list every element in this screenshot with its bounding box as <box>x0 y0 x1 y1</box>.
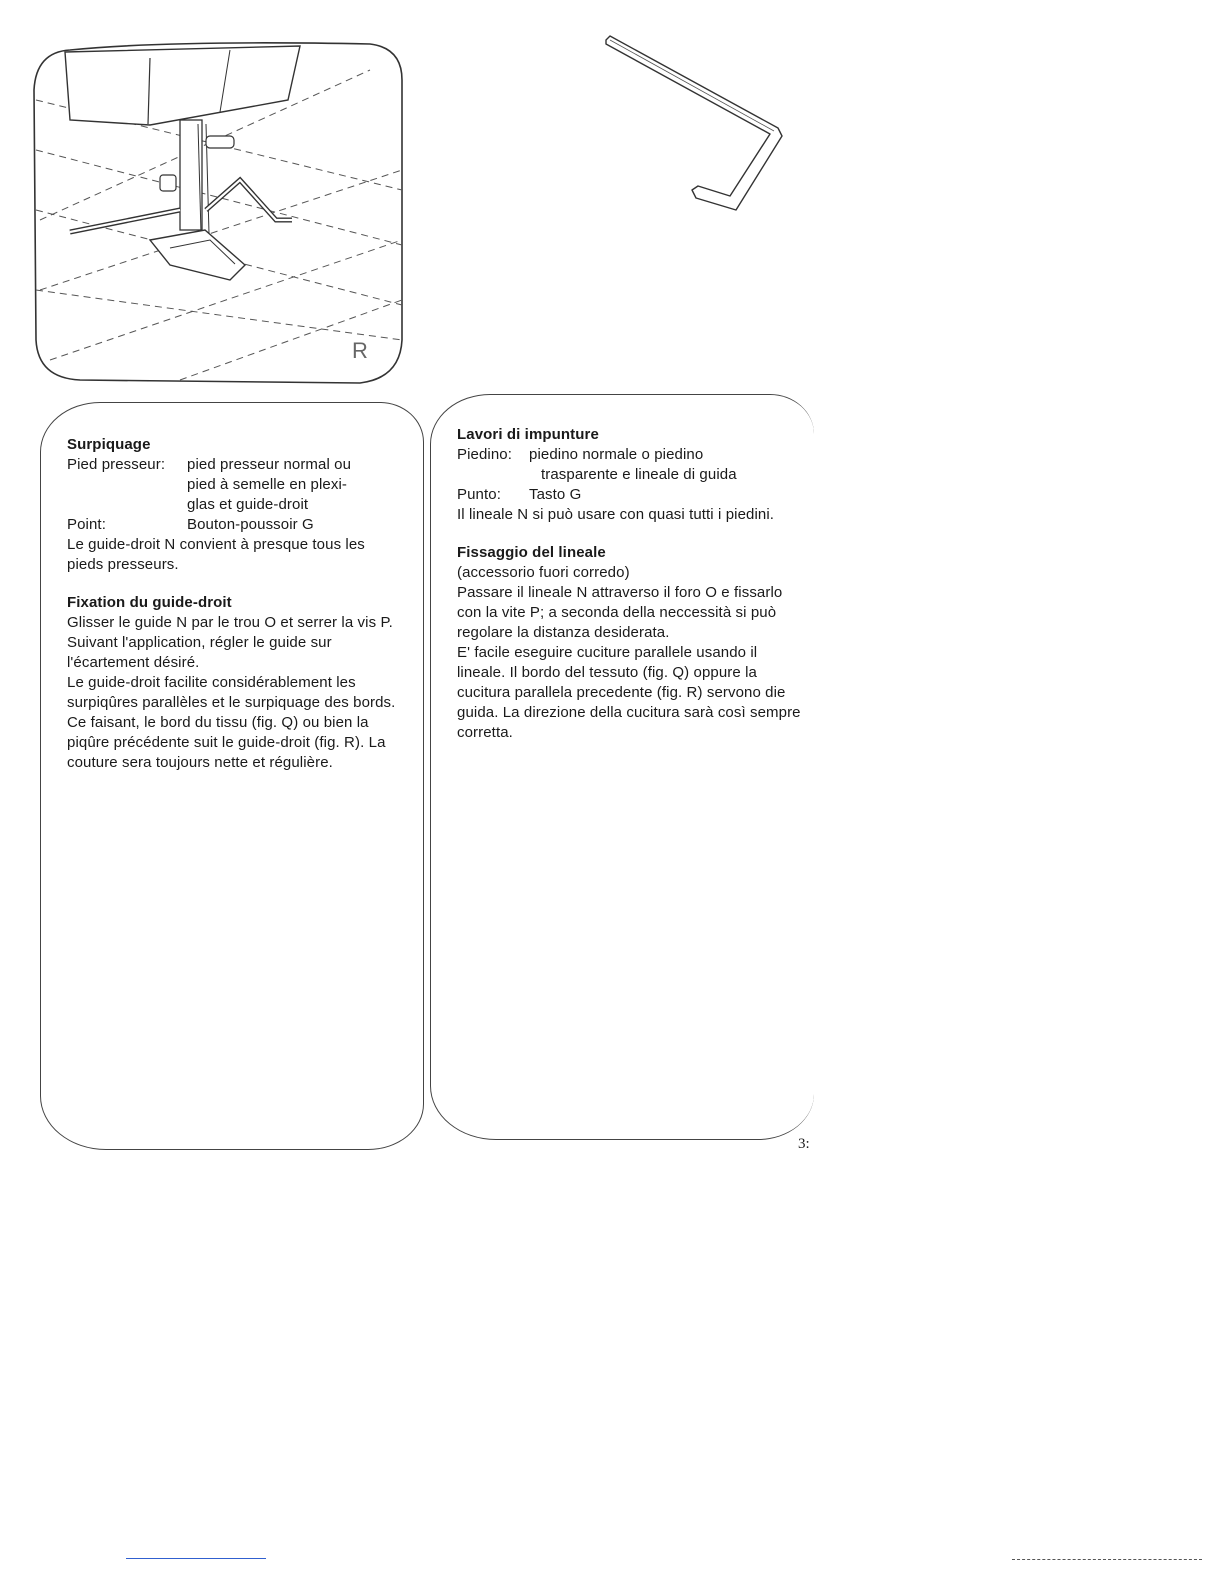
italian-title: Lavori di impunture <box>457 426 599 443</box>
french-presser-value <box>187 455 403 515</box>
italian-point-row <box>457 485 802 505</box>
bottom-rule-right <box>1012 1559 1202 1560</box>
presser-line: pied à semelle en plexi- <box>187 476 347 493</box>
french-title: Surpiquage <box>67 436 151 453</box>
italian-point-value: Tasto G <box>529 486 582 503</box>
italian-fix-text: Passare il lineale N attraverso il foro O e fissarlo con la vite P; a seconda della neccessità si può regolare la distanza desiderata. <box>457 584 783 641</box>
figure-r-illustration <box>30 40 408 385</box>
italian-note: Il lineale N si può usare con quasi tutti i piedini. <box>457 506 775 523</box>
italian-presser-row <box>457 445 802 485</box>
italian-fix-subtitle: (accessorio fuori corredo) <box>457 564 630 581</box>
bottom-rule-left <box>126 1558 266 1559</box>
french-fix-text: Glisser le guide N par le trou O et serrer la vis P. Suivant l'application, régler le guide sur l'écartement désiré. <box>67 614 393 671</box>
presser-line: piedino normale o piedino <box>529 446 704 463</box>
page-number: 3: <box>798 1136 810 1152</box>
italian-presser-value <box>529 445 802 485</box>
french-point-label: Point: <box>67 516 106 533</box>
french-presser-row <box>67 455 403 515</box>
italian-fix-title: Fissaggio del lineale <box>457 544 606 561</box>
french-point-row <box>67 515 403 535</box>
french-note: Le guide-droit N convient à presque tous les pieds presseurs. <box>67 536 365 573</box>
french-fix-title: Fixation du guide-droit <box>67 594 232 611</box>
presser-line: pied presseur normal ou <box>187 456 352 473</box>
presser-line: glas et guide-droit <box>187 496 309 513</box>
italian-panel <box>430 394 814 1140</box>
guide-ruler-illustration <box>600 30 790 220</box>
french-panel <box>40 402 424 1150</box>
french-usage-text: Le guide-droit facilite considérablement les surpiqûres parallèles et le surpiquage des bords. Ce faisant, le bord du tissu (fig. Q) ou bien la piqûre précédente suit le guide-droit (fig. R). La couture sera toujours nette et régulière. <box>67 674 396 771</box>
figure-label: R <box>352 338 368 363</box>
french-presser-label: Pied presseur: <box>67 456 166 473</box>
italian-point-label: Punto: <box>457 486 501 503</box>
french-point-value: Bouton-poussoir G <box>187 516 314 533</box>
presser-line: trasparente e lineale di guida <box>541 466 737 483</box>
italian-presser-label: Piedino: <box>457 446 513 463</box>
italian-usage-text: E' facile eseguire cuciture parallele usando il lineale. Il bordo del tessuto (fig. Q) oppure la cucitura parallela precedente (fig. R) servono die guida. La direzione della cucitura sarà così sempre corretta. <box>457 644 801 741</box>
